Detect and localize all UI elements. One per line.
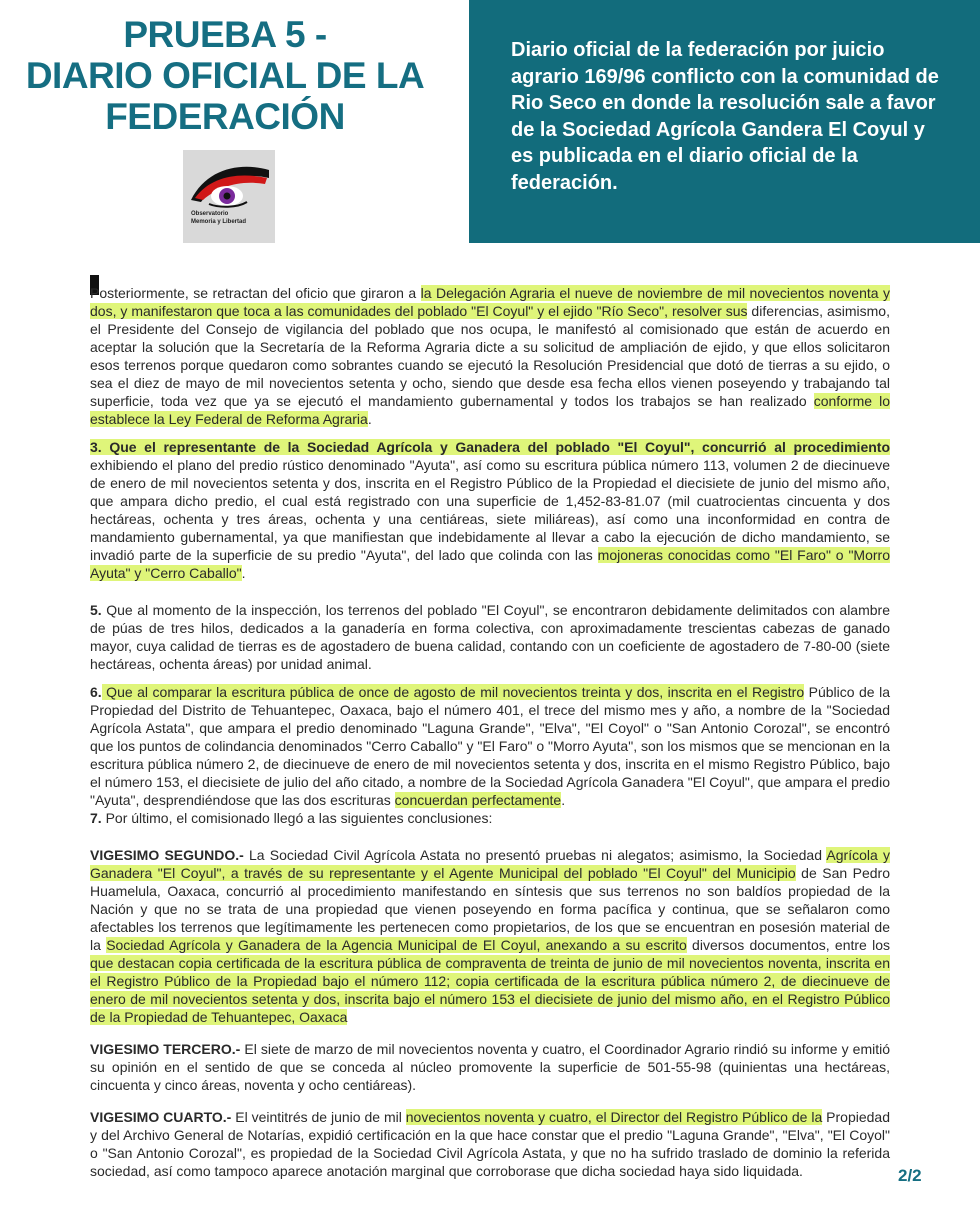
paragraph-posteriormente: Posteriormente, se retractan del oficio que giraron a la Delegación Agraria el nueve de noviembre de mil novecientos noventa y dos, y manifestaron que toca a las comunidades del poblado "El Coyul" y el ejido "Río Seco", resolver sus diferencias, asimismo, el Presidente del Consejo de vigilancia del poblado que nos ocupa, le manifestó al comisionado que están de acuerdo en aceptar la solución que la Secretaría de la Reforma Agraria dicte a su solicitud de ampliación de ejido, y que ellos solicitaron esos terrenos porque quedaron como sobrantes cuando se ejecutó la Resolución Presidencial que dotó de tierras a su ejido, o sea el diez de mayo de mil novecientos setenta y ocho, siendo que desde esa fecha ellos vienen poseyendo y trabajando tal superficie, toda vez que ya se ejecutó el mandamiento gubernamental y todos los trabajos se han realizado conforme lo establece la Ley Federal de Reforma Agraria. [90,285,890,427]
paragraph-vigesimo-tercero: VIGESIMO TERCERO.- El siete de marzo de mil novecientos noventa y cuatro, el Coordinador Agrario rindió su informe y emitió su opinión en el sentido de que se conceda al núcleo promovente la superficie de 501-55-98 (quinientas una hectáreas, cincuenta y cinco áreas, noventa y ocho centiáreas). [90,1041,890,1093]
title-line-3: FEDERACIÓN [105,96,345,137]
observatorio-logo [183,150,275,243]
scanned-document [90,284,890,1180]
title-line-1: PRUEBA 5 - [123,14,327,55]
highlight: Que al comparar la escritura pública de once de agosto de mil novecientos treinta y dos, inscrita en el Registro [101,684,805,700]
logo-text: Observatorio Memoria y Libertad [191,211,247,225]
highlight: Sociedad Agrícola y Ganadera de la Agencia Municipal de El Coyul, anexando a su escrito [106,937,687,953]
summary-text: Diario oficial de la federación por juicio agrario 169/96 conflicto con la comunidad de Rio Seco en donde la resolución sale a favor de la Sociedad Agrícola Gandera El Coyul y es publicada en el diario oficial de la federación. [511,39,939,194]
paragraph-vigesimo-cuarto: VIGESIMO CUARTO.- El veintitrés de junio de mil novecientos noventa y cuatro, el Director del Registro Público de la Propiedad y del Archivo General de Notarías, expidió certificación en la que hace constar que el predio "Laguna Grande", "Elva", "El Coyol" o "San Antonio Corozal", es propiedad de la Sociedad Civil Agrícola Astata, y que no ha sufrido traslado de dominio la referida sociedad, así como tampoco aparece anotación marginal que corroborase que dicha sociedad haya sido liquidada. [90,1109,890,1179]
highlight: Agrícola y Ganadera "El Coyul", a través de su representante y el Agente Municipal del poblado "El Coyul" del Municipio [90,847,890,881]
highlight: Que el representante de la Sociedad Agrícola y Ganadera del poblado "El Coyul", concurrió al procedimiento [101,439,890,455]
paragraph-5: 5. Que al momento de la inspección, los terrenos del poblado "El Coyul", se encontraron debidamente delimitados con alambre de púas de tres hilos, dedicados a la ganadería en forma colectiva, con aproximadamente trescientas cabezas de ganado mayor, cuya calidad de tierras es de agostadero de buena calidad, contando con un coeficiente de agostadero de 7-80-00 (siete hectáreas, ochenta áreas) por unidad animal. [90,602,890,672]
highlight: que destacan copia certificada de la escritura pública de compraventa de treinta de junio de mil novecientos noventa, inscrita en el Registro Público de la Propiedad bajo el número 112; copia certificada de la escritura pública número 2, de diecinueve de enero de mil novecientos setenta y dos, inscrita bajo el número 153 el diecisiete de junio del mismo año, en el Registro Público de la Propiedad de Tehuantepec, Oaxaca [90,955,890,1025]
highlight: novecientos noventa y cuatro, el Director del Registro Público de la [405,1109,823,1125]
eye-logo-icon [189,160,269,210]
highlight: mojoneras conocidas como "El Faro" o "Morro Ayuta" y "Cerro Caballo" [90,547,890,581]
paragraph-3: 3. Que el representante de la Sociedad Agrícola y Ganadera del poblado "El Coyul", concurrió al procedimiento exhibiendo el plano del predio rústico denominado "Ayuta", así como su escritura pública número 113, volumen 2 de diecinueve de enero de mil novecientos setenta y dos, inscrita en el Registro Público de la Propiedad el diecisiete de junio del mismo año, que ampara dicho predio, el cual está registrado con una superficie de 1,452-83-81.07 (mil cuatrocientas cincuenta y dos hectáreas, ochenta y tres áreas, ochenta y una centiáreas, siete miliáreas), así como una inconformidad en contra de mandamiento gubernamental, ya que manifiestan que indebidamente al llevar a cabo la ejecución de dicho mandamiento, se invadió parte de la superficie de su predio "Ayuta", del lado que colinda con las mojoneras conocidas como "El Faro" o "Morro Ayuta" y "Cerro Caballo". [90,439,890,581]
highlight: la Delegación Agraria el nueve de noviembre de mil novecientos noventa y dos, y manifestaron que toca a las comunidades del poblado "El Coyul" y el ejido "Río Seco", resolver sus [90,285,890,319]
summary-panel [469,0,980,243]
section-heading: VIGESIMO TERCERO.- [90,1041,241,1057]
paragraph-7: 7. Por último, el comisionado llegó a las siguientes conclusiones: [90,810,493,826]
page-number: 2/2 [898,1166,922,1185]
paragraph-vigesimo-segundo: VIGESIMO SEGUNDO.- La Sociedad Civil Agrícola Astata no presentó pruebas ni alegatos; asimismo, la Sociedad Agrícola y Ganadera "El Coyul", a través de su representante y el Agente Municipal del poblado "El Coyul" del Municipio de San Pedro Huamelula, Oaxaca, concurrió al procedimiento manifestando en síntesis que sus terrenos no son baldíos propiedad de la Nación y que no se trata de una propiedad que vienen poseyendo en forma pacífica y continua, que se señalaron como afectables los terrenos que legítimamente les pertenecen como propietarios, de los que se encuentran en posesión material de la Sociedad Agrícola y Ganadera de la Agencia Municipal de El Coyul, anexando a su escrito diversos documentos, entre los que destacan copia certificada de la escritura pública de compraventa de treinta de junio de mil novecientos noventa, inscrita en el Registro Público de la Propiedad bajo el número 112; copia certificada de la escritura pública número 2, de diecinueve de enero de mil novecientos setenta y dos, inscrita bajo el número 153 el diecisiete de junio del mismo año, en el Registro Público de la Propiedad de Tehuantepec, Oaxaca [90,847,890,1025]
highlight: concuerdan perfectamente [394,792,562,808]
section-heading: VIGESIMO CUARTO.- [90,1109,232,1125]
highlight: conforme lo establece la Ley Federal de Reforma Agraria [90,393,890,427]
page-title [20,14,430,137]
title-line-2: DIARIO OFICIAL DE LA [25,55,425,96]
section-heading: VIGESIMO SEGUNDO.- [90,847,244,863]
paragraph-6: 6. Que al comparar la escritura pública de once de agosto de mil novecientos treinta y dos, inscrita en el Registro Público de la Propiedad del Distrito de Tehuantepec, Oaxaca, bajo el número 401, el trece del mismo mes y año, a nombre de la "Sociedad Agrícola Astata", que ampara el predio denominado "Laguna Grande", "Elva", "El Coyol" o "San Antonio Corozal", se encontró que los puntos de colindancia denominados "Cerro Caballo" y "El Faro" o "Morro Ayuta", son los mismos que se mencionan en la escritura pública número 2, de diecinueve de enero de mil novecientos setenta y dos, inscrita en el mismo Registro Público, bajo el número 153, el diecisiete de julio del año citado, a nombre de la Sociedad Agrícola Ganadera "El Coyul", que ampara el predio "Ayuta", desprendiéndose que las dos escrituras concuerdan perfectamente. [90,684,890,808]
